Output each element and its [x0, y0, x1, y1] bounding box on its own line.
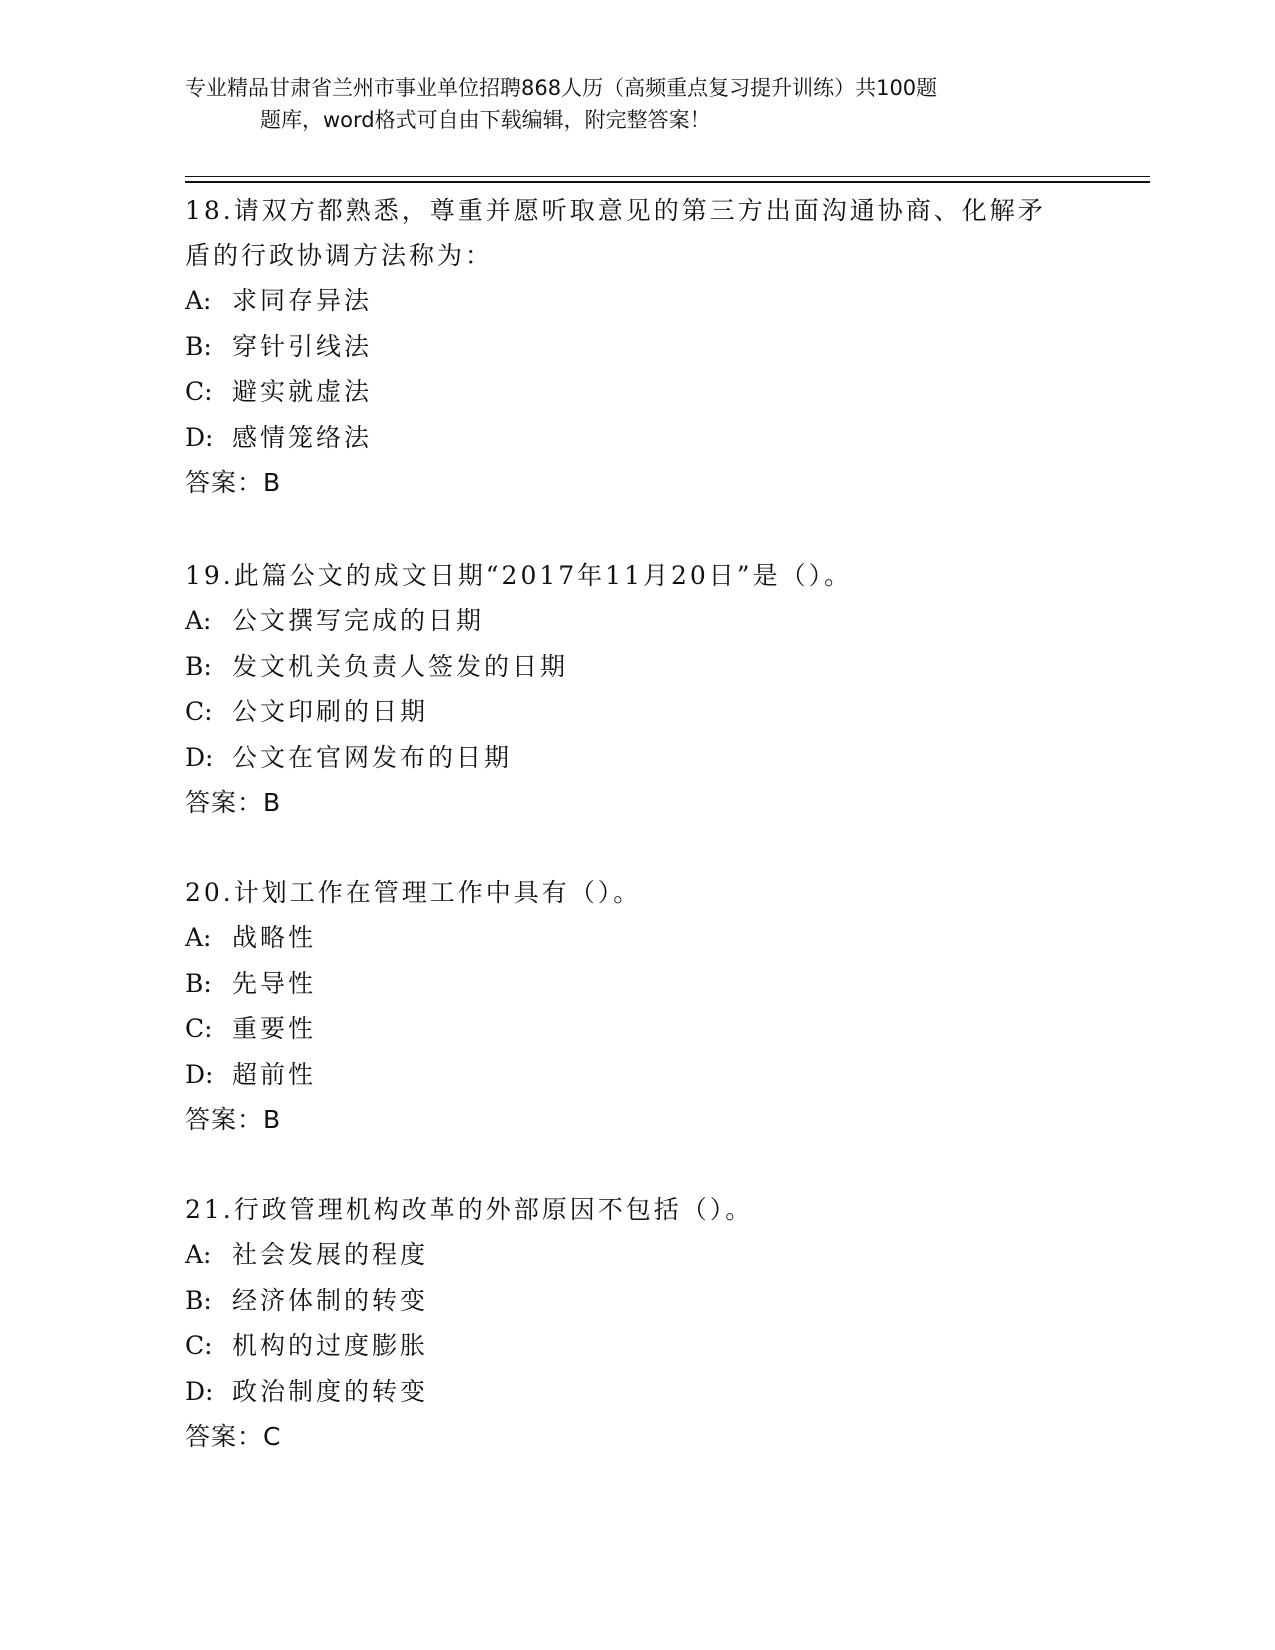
option-label: A: — [185, 923, 212, 952]
option-label: D: — [185, 742, 214, 772]
option-b — [185, 324, 1085, 370]
option-text: 公文印刷的日期 — [232, 697, 429, 726]
header-divider-thin — [185, 176, 1150, 177]
question-20 — [185, 870, 1085, 1142]
option-label: D: — [185, 1059, 214, 1089]
option-c — [185, 369, 1085, 415]
option-label: D: — [185, 422, 214, 452]
question-18 — [185, 188, 1085, 505]
question-stem-line: 21.行政管理机构改革的外部原因不包括（）。 — [185, 1195, 754, 1224]
document-title-line-1: 专业精品甘肃省兰州市事业单位招聘868人历（高频重点复习提升训练）共100题 — [185, 76, 938, 100]
option-label: B: — [185, 968, 212, 998]
option-d — [185, 1369, 1085, 1415]
option-text: 求同存异法 — [232, 286, 373, 315]
option-text: 先导性 — [232, 968, 317, 998]
option-label: B: — [185, 1285, 212, 1315]
option-text: 公文撰写完成的日期 — [232, 606, 485, 635]
option-c — [185, 1323, 1085, 1369]
option-label: B: — [185, 651, 212, 681]
option-label: A: — [185, 286, 212, 315]
answer-line: 答案：B — [185, 468, 282, 497]
option-a — [185, 598, 1085, 644]
option-text: 经济体制的转变 — [232, 1285, 429, 1315]
option-label: C: — [185, 1331, 213, 1360]
question-19 — [185, 553, 1085, 825]
option-a — [185, 1232, 1085, 1278]
option-text: 避实就虚法 — [232, 377, 373, 406]
option-d — [185, 415, 1085, 461]
answer-line: 答案：B — [185, 1105, 282, 1134]
option-label: C: — [185, 377, 213, 406]
option-label: C: — [185, 1014, 213, 1043]
option-text: 超前性 — [232, 1059, 317, 1089]
option-label: D: — [185, 1376, 214, 1406]
option-text: 发文机关负责人签发的日期 — [232, 651, 569, 681]
option-text: 感情笼络法 — [232, 422, 373, 452]
option-d — [185, 1052, 1085, 1098]
question-stem-line: 盾的行政协调方法称为： — [185, 241, 494, 270]
question-stem-line: 19.此篇公文的成文日期“2017年11月20日”是（）。 — [185, 561, 853, 590]
question-stem-line: 20.计划工作在管理工作中具有（）。 — [185, 878, 642, 907]
option-label: A: — [185, 1240, 212, 1269]
option-label: B: — [185, 331, 212, 361]
question-stem-line: 18.请双方都熟悉，尊重并愿听取意见的第三方出面沟通协商、化解矛 — [185, 196, 1046, 225]
option-text: 政治制度的转变 — [232, 1376, 429, 1406]
option-c — [185, 689, 1085, 735]
option-b — [185, 961, 1085, 1007]
document-title-line-2: 题库，word格式可自由下载编辑，附完整答案！ — [260, 108, 711, 132]
option-a — [185, 278, 1085, 324]
document-header — [185, 72, 1085, 136]
option-text: 机构的过度膨胀 — [232, 1331, 429, 1360]
option-text: 重要性 — [232, 1014, 317, 1043]
option-a — [185, 915, 1085, 961]
option-d — [185, 735, 1085, 781]
option-label: C: — [185, 697, 213, 726]
header-divider-thick — [185, 181, 1150, 183]
option-text: 公文在官网发布的日期 — [232, 742, 513, 772]
answer-line: 答案：C — [185, 1422, 282, 1451]
option-label: A: — [185, 606, 212, 635]
option-text: 战略性 — [232, 923, 317, 952]
option-b — [185, 1278, 1085, 1324]
option-b — [185, 644, 1085, 690]
option-text: 穿针引线法 — [232, 331, 373, 361]
answer-line: 答案：B — [185, 788, 282, 817]
option-c — [185, 1006, 1085, 1052]
option-text: 社会发展的程度 — [232, 1240, 429, 1269]
question-21 — [185, 1187, 1085, 1459]
